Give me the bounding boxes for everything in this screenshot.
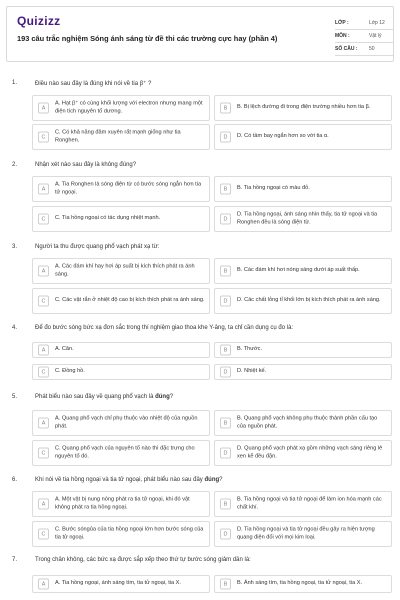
option-a[interactable] — [32, 258, 210, 284]
option-letter: D — [220, 214, 231, 225]
option-text: D. Có tầm bay ngắn hơn so với tia α. — [237, 133, 329, 140]
question-number: 5. — [12, 394, 18, 400]
option-letter: C — [38, 448, 49, 459]
question-text-post: ? — [219, 477, 223, 483]
option-d[interactable] — [214, 440, 392, 466]
worksheet-header — [6, 6, 394, 62]
option-letter: D — [220, 529, 231, 540]
meta-row-subject — [335, 30, 393, 43]
question-text: Người ta thu được quang phổ vạch phát xạ từ: — [35, 244, 160, 250]
question-text: Để đo bước sóng bức xạ đơn sắc trong thí nghiệm giao thoa khe Y-âng, ta chỉ cần dụng cụ đo là: — [35, 325, 294, 331]
question-2 — [10, 162, 390, 234]
option-b[interactable] — [214, 575, 392, 593]
question-text: Trong chân không, các bức xạ được sắp xếp theo thứ tự bước sóng giảm dần là: — [35, 557, 251, 563]
option-d[interactable] — [214, 206, 392, 232]
option-d[interactable] — [214, 521, 392, 547]
option-c[interactable] — [32, 206, 210, 232]
question-text: Điều nào sau đây là đúng khi nói về tia β⁺ ? — [35, 81, 152, 87]
option-letter: D — [220, 367, 231, 378]
meta-row-grade — [335, 17, 393, 30]
quizizz-logo: Quizizz — [17, 14, 61, 28]
option-text: A. Các đám khí hay hơi áp suất bị kích thích phát ra ánh sáng. — [55, 263, 195, 277]
question-number: 1. — [12, 80, 18, 86]
option-c[interactable] — [32, 440, 210, 466]
option-text: A. Tia Ronghen là sóng điện từ có bước sóng ngắn hơn tia tử ngoại. — [55, 181, 202, 195]
meta-value: 50 — [369, 46, 375, 52]
option-text: A. Hạt β⁺ có cùng khối lượng với electron nhưng mang một điện tích nguyên tố dương. — [55, 100, 203, 114]
question-3 — [10, 244, 390, 316]
option-text: B. Tia hồng ngoại có màu đỏ. — [237, 185, 310, 192]
question-text-emphasis: đúng — [204, 477, 220, 483]
option-d[interactable] — [214, 364, 392, 380]
option-b[interactable] — [214, 342, 392, 358]
option-text: D. Các chất lỏng tỉ khối lớn bị kích thích phát ra ánh sáng. — [237, 297, 381, 304]
question-5 — [10, 394, 390, 468]
option-text: A. Một vật bị nung nóng phát ra tia tử ngoại, khi đó vật không phát ra tia hồng ngoại. — [55, 496, 190, 510]
question-number: 6. — [12, 477, 18, 483]
question-text-pre: Khi nói về tia hồng ngoại và tia tử ngoại, phát biểu nào sau đây — [35, 477, 205, 483]
option-text: A. Cân. — [55, 346, 74, 353]
meta-table — [335, 17, 393, 56]
question-text — [35, 477, 223, 483]
option-letter: B — [220, 184, 231, 195]
question-text: Nhận xét nào sau đây là không đúng? — [35, 162, 137, 168]
option-letter: D — [220, 448, 231, 459]
option-d[interactable] — [214, 288, 392, 314]
option-text: B. Bị lệch đường đi trong điện trường nhiều hơn tia β. — [237, 104, 371, 111]
option-a[interactable] — [32, 95, 210, 121]
option-letter: C — [38, 296, 49, 307]
question-text-post: ? — [169, 394, 174, 400]
option-text: B. Ánh sáng tím, tia hồng ngoại, tia tử ngoại, tia X. — [237, 580, 363, 587]
question-number: 2. — [12, 162, 18, 168]
option-b[interactable] — [214, 176, 392, 202]
option-b[interactable] — [214, 410, 392, 436]
option-a[interactable] — [32, 176, 210, 202]
question-7 — [10, 557, 390, 597]
option-a[interactable] — [32, 491, 210, 517]
option-text: B. Các đám khí hơi nóng sáng dưới áp suất thấp. — [237, 267, 360, 274]
worksheet-title: 193 câu trắc nghiệm Sóng ánh sáng từ đề thi các trường cực hay (phần 4) — [17, 34, 278, 43]
option-letter: B — [220, 345, 231, 356]
option-text: B. Tia hồng ngoại và tia tử ngoại để làm ion hóa mạnh các chất khí. — [237, 496, 382, 510]
question-number: 4. — [12, 325, 18, 331]
option-a[interactable] — [32, 410, 210, 436]
option-letter: B — [220, 418, 231, 429]
option-text: B. Quang phổ vạch không phụ thuộc thành phần cấu tạo của nguồn phát. — [237, 415, 378, 429]
option-letter: A — [38, 499, 49, 510]
option-text: C. Tia hồng ngoại có tác dụng nhiệt mạnh. — [55, 215, 161, 222]
option-text: D. Tia hồng ngoại, ánh sáng nhìn thấy, tia tử ngoại và tia Ronghen đều là sóng điện từ. — [237, 211, 378, 225]
option-text: C. Quang phổ vạch của nguyên tố nào thì đặc trưng cho nguyên tố đó. — [55, 445, 195, 459]
option-text: D. Nhiệt kế. — [237, 368, 267, 375]
option-text: A. Tia hồng ngoại, ánh sáng tím, tia tử ngoại, tia X. — [55, 580, 181, 587]
option-b[interactable] — [214, 258, 392, 284]
option-letter: B — [220, 499, 231, 510]
question-6 — [10, 477, 390, 551]
question-4 — [10, 325, 390, 385]
option-letter: B — [220, 579, 231, 590]
option-letter: A — [38, 345, 49, 356]
option-letter: B — [220, 266, 231, 277]
option-letter: A — [38, 184, 49, 195]
option-c[interactable] — [32, 288, 210, 314]
meta-value: Vật lý — [369, 33, 382, 39]
option-text: A. Quang phổ vạch chỉ phụ thuộc vào nhiệt độ của nguồn phát. — [55, 415, 198, 429]
option-text: C. Bước sóngủa của tia hồng ngoại lớn hơn bước sóng của tia tử ngoại. — [55, 526, 204, 540]
option-b[interactable] — [214, 95, 392, 121]
option-d[interactable] — [214, 124, 392, 150]
option-a[interactable] — [32, 575, 210, 593]
meta-value: Lớp 12 — [369, 20, 385, 26]
question-text-pre: Phát biểu nào sau đây về quang phổ vạch là — [35, 394, 156, 400]
option-letter: C — [38, 367, 49, 378]
option-letter: A — [38, 103, 49, 114]
option-letter: A — [38, 418, 49, 429]
question-number: 3. — [12, 244, 18, 250]
option-text: B. Thước. — [237, 346, 263, 353]
meta-key: LỚP : — [335, 20, 349, 26]
option-text: D. Tia hồng ngoại và tia tử ngoại đều gây ra hiện tượng quang điện đối với mọi kim loại. — [237, 526, 375, 540]
option-c[interactable] — [32, 364, 210, 380]
option-text: C. Các vật rắn ở nhiệt độ cao bị kích thích phát ra ánh sáng. — [55, 297, 205, 304]
option-a[interactable] — [32, 342, 210, 358]
question-text-emphasis: đúng — [155, 394, 170, 400]
option-letter: D — [220, 296, 231, 307]
option-text: C. Có khả năng đâm xuyên rất mạnh giống như tia Ronghen. — [55, 129, 181, 143]
option-c[interactable] — [32, 124, 210, 150]
meta-key: SỐ CÂU : — [335, 46, 358, 52]
option-letter: C — [38, 214, 49, 225]
question-1 — [10, 80, 390, 150]
option-letter: A — [38, 579, 49, 590]
question-number: 7. — [12, 557, 18, 563]
option-letter: D — [220, 132, 231, 143]
option-text: C. Đồng hồ. — [55, 368, 85, 375]
option-letter: C — [38, 529, 49, 540]
question-text — [35, 394, 173, 400]
option-text: D. Quang phổ vạch phát xạ gồm những vạch sáng riêng lẻ xen kẽ đều đặn. — [237, 445, 383, 459]
option-letter: B — [220, 103, 231, 114]
meta-key: MÔN : — [335, 33, 350, 39]
option-b[interactable] — [214, 491, 392, 517]
option-letter: C — [38, 132, 49, 143]
option-letter: A — [38, 266, 49, 277]
meta-row-count — [335, 43, 393, 56]
option-c[interactable] — [32, 521, 210, 547]
